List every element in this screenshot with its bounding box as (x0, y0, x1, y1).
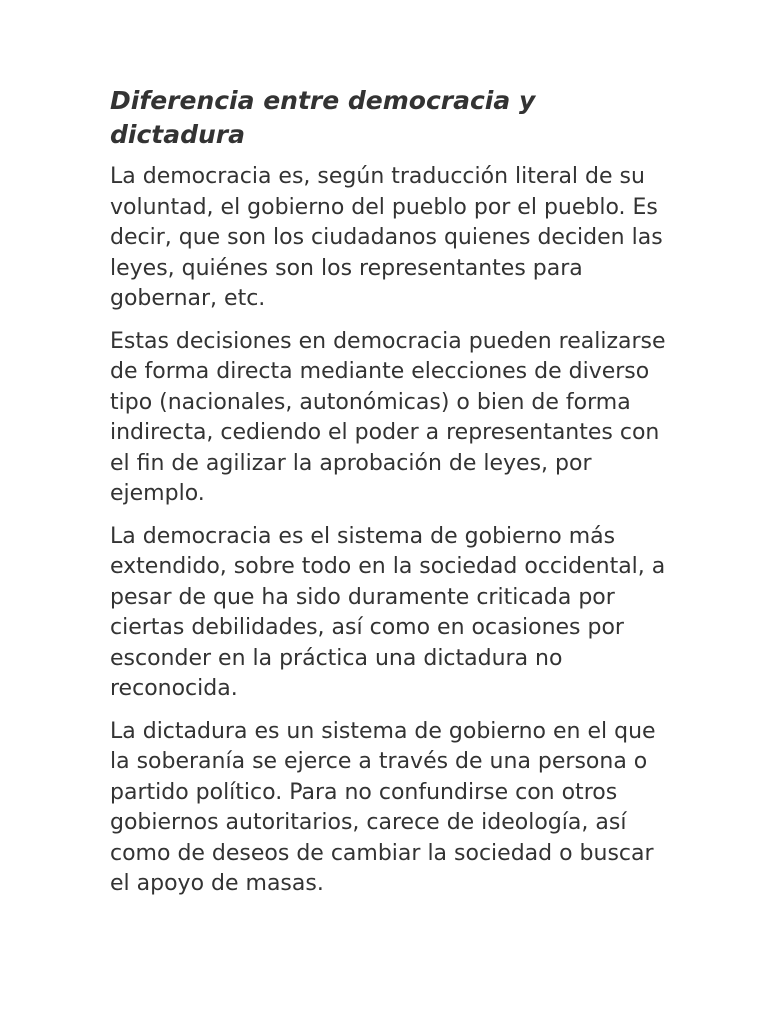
paragraph-decisiones: Estas decisiones en democracia pueden realizarse de forma directa mediante elecciones de diverso tipo (nacionales, autonómicas) o bien de forma indirecta, cediendo el poder a representantes con el fin de agilizar la aprobación de leyes, por ejemplo. (110, 328, 666, 506)
article-title: Diferencia entre democracia y dictadura (110, 86, 536, 149)
document-page (110, 84, 670, 912)
paragraph-dictadura-definicion: La dictadura es un sistema de gobierno en el que la soberanía se ejerce a través de una persona o partido político. Para no confundirse con otros gobiernos autoritarios, carece de ideología, así como de deseos de cambiar la sociedad o buscar el apoyo de masas. (110, 718, 656, 896)
paragraph-democracia-definicion: La democracia es, según traducción literal de su voluntad, el gobierno del pueblo por el pueblo. Es decir, que son los ciudadanos quienes deciden las leyes, quiénes son los representantes para gobernar, etc. (110, 164, 663, 311)
paragraph-democracia-extendida: La democracia es el sistema de gobierno más extendido, sobre todo en la sociedad occidental, a pesar de que ha sido duramente criticada por ciertas debilidades, así como en ocasiones por esconder en la práctica una dictadura no reconocida. (110, 523, 666, 701)
